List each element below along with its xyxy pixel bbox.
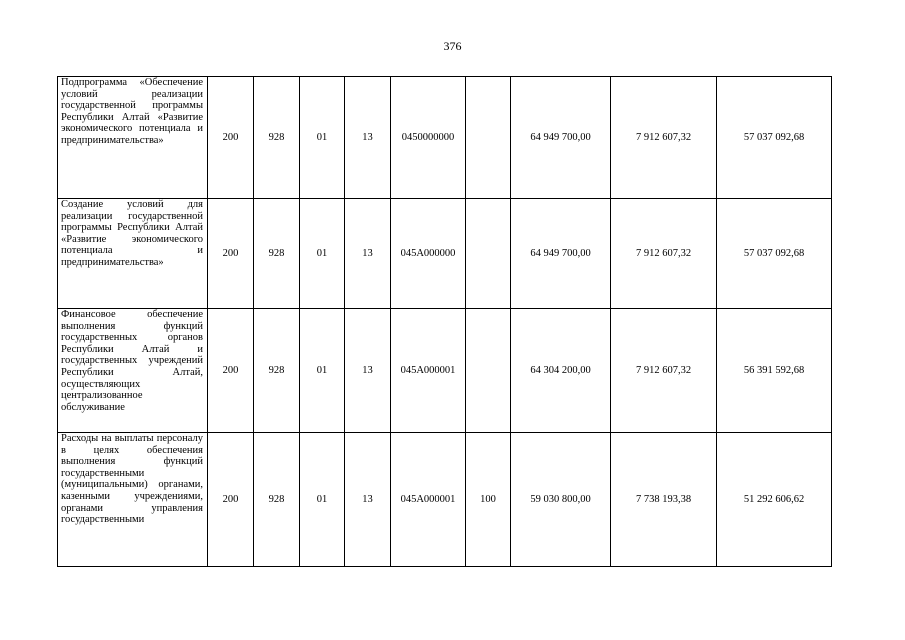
cell-code3: 01: [300, 309, 345, 433]
cell-amount2: 7 912 607,32: [611, 309, 717, 433]
cell-code5: 045А000001: [391, 309, 466, 433]
cell-code6: [466, 199, 511, 309]
cell-amount1: 64 949 700,00: [511, 77, 611, 199]
cell-code1: 200: [208, 199, 254, 309]
cell-amount1: 59 030 800,00: [511, 433, 611, 567]
cell-code4: 13: [345, 199, 391, 309]
row-name: Финансовое обеспечение выполнения функций государственных органов Республики Алтай и государственных учреждений Республики Алтай, осуществляющих централизованное обслуживание: [58, 309, 208, 433]
cell-code3: 01: [300, 199, 345, 309]
cell-amount2: 7 738 193,38: [611, 433, 717, 567]
table-row: [58, 433, 832, 567]
cell-code4: 13: [345, 309, 391, 433]
cell-code3: 01: [300, 77, 345, 199]
cell-amount2: 7 912 607,32: [611, 77, 717, 199]
cell-code6: [466, 77, 511, 199]
cell-amount1: 64 304 200,00: [511, 309, 611, 433]
cell-code2: 928: [254, 199, 300, 309]
cell-amount1: 64 949 700,00: [511, 199, 611, 309]
cell-code2: 928: [254, 77, 300, 199]
row-name: Расходы на выплаты персоналу в целях обеспечения выполнения функций государственными (муниципальными) органами, казенными учреждениями, органами управления государственными: [58, 433, 208, 567]
cell-code1: 200: [208, 433, 254, 567]
cell-amount3: 57 037 092,68: [717, 199, 832, 309]
table-row: [58, 309, 832, 433]
cell-code5: 045А000001: [391, 433, 466, 567]
cell-amount2: 7 912 607,32: [611, 199, 717, 309]
budget-table: [57, 76, 832, 567]
cell-code5: 045А000000: [391, 199, 466, 309]
row-name: Создание условий для реализации государственной программы Республики Алтай «Развитие экономического потенциала и предпринимательства»: [58, 199, 208, 309]
cell-code6: [466, 309, 511, 433]
table-row: [58, 77, 832, 199]
cell-code1: 200: [208, 77, 254, 199]
row-name: Подпрограмма «Обеспечение условий реализации государственной программы Республики Алтай «Развитие экономического потенциала и предпринимательства»: [58, 77, 208, 199]
cell-code5: 0450000000: [391, 77, 466, 199]
cell-amount3: 57 037 092,68: [717, 77, 832, 199]
cell-amount3: 51 292 606,62: [717, 433, 832, 567]
page-number: 376: [443, 39, 462, 53]
cell-code4: 13: [345, 433, 391, 567]
cell-code4: 13: [345, 77, 391, 199]
cell-amount3: 56 391 592,68: [717, 309, 832, 433]
cell-code1: 200: [208, 309, 254, 433]
cell-code2: 928: [254, 309, 300, 433]
table-row: [58, 199, 832, 309]
cell-code3: 01: [300, 433, 345, 567]
cell-code2: 928: [254, 433, 300, 567]
cell-code6: 100: [466, 433, 511, 567]
